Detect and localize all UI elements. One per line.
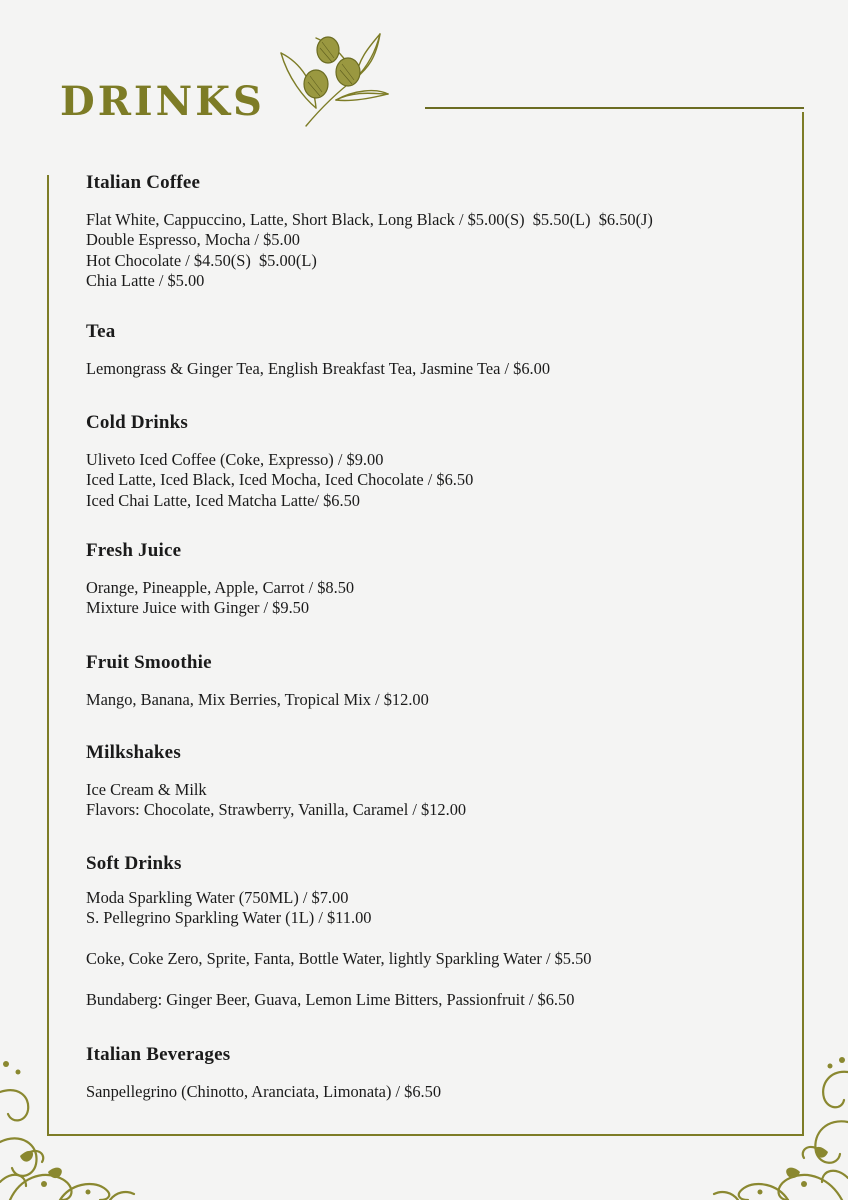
menu-item: Orange, Pineapple, Apple, Carrot / $8.50 (86, 578, 355, 597)
menu-item: Coke, Coke Zero, Sprite, Fanta, Bottle Water, lightly Sparkling Water / $5.50 (86, 949, 592, 969)
menu-item: Lemongrass & Ginger Tea, English Breakfast Tea, Jasmine Tea / $6.00 (86, 359, 551, 378)
section-cold-drinks (86, 410, 473, 511)
olive-branch-icon (276, 28, 396, 130)
section-heading: Italian Beverages (86, 1044, 231, 1065)
section-heading: Cold Drinks (86, 412, 188, 433)
section-milkshakes (86, 740, 466, 821)
menu-item: Mixture Juice with Ginger / $9.50 (86, 598, 310, 618)
floral-flourish-icon (712, 1052, 848, 1200)
menu-title: DRINKS (60, 78, 265, 125)
menu-item: Iced Latte, Iced Black, Iced Mocha, Iced Chocolate / $6.50 (86, 470, 474, 490)
menu-item: Chia Latte / $5.00 (86, 271, 205, 291)
menu-item: S. Pellegrino Sparkling Water (1L) / $11.00 (86, 908, 372, 928)
section-heading: Soft Drinks (86, 853, 182, 874)
menu-item: Flat White, Cappuccino, Latte, Short Black, Long Black / $5.00(S) $5.50(L) $6.50(J) (86, 210, 653, 229)
frame-bottom-rule (47, 1134, 804, 1136)
frame-right-rule (802, 112, 804, 1136)
section-soft-drinks (86, 851, 592, 1010)
section-italian-coffee (86, 170, 653, 292)
menu-item: Iced Chai Latte, Iced Matcha Latte/ $6.50 (86, 490, 360, 510)
menu-item: Flavors: Chocolate, Strawberry, Vanilla, Caramel / $12.00 (86, 800, 467, 820)
section-heading: Milkshakes (86, 742, 181, 763)
menu-item: Double Espresso, Mocha / $5.00 (86, 230, 300, 250)
frame-left-rule (47, 175, 49, 1136)
menu-item: Mango, Banana, Mix Berries, Tropical Mix / $12.00 (86, 690, 429, 709)
section-fruit-smoothie (86, 650, 429, 710)
menu-item: Bundaberg: Ginger Beer, Guava, Lemon Lime Bitters, Passionfruit / $6.50 (86, 990, 575, 1009)
menu-item: Uliveto Iced Coffee (Coke, Expresso) / $9.00 (86, 450, 384, 469)
section-fresh-juice (86, 538, 354, 619)
section-heading: Italian Coffee (86, 172, 201, 193)
menu-item: Sanpellegrino (Chinotto, Aranciata, Limonata) / $6.50 (86, 1082, 442, 1101)
menu-item: Hot Chocolate / $4.50(S) $5.00(L) (86, 250, 317, 270)
section-heading: Tea (86, 321, 116, 342)
menu-item: Ice Cream & Milk (86, 780, 207, 799)
menu-item: Moda Sparkling Water (750ML) / $7.00 (86, 888, 349, 907)
frame-top-rule (425, 107, 804, 109)
floral-flourish-icon (0, 1052, 140, 1200)
section-heading: Fruit Smoothie (86, 652, 212, 673)
section-heading: Fresh Juice (86, 540, 182, 561)
section-tea (86, 319, 550, 379)
